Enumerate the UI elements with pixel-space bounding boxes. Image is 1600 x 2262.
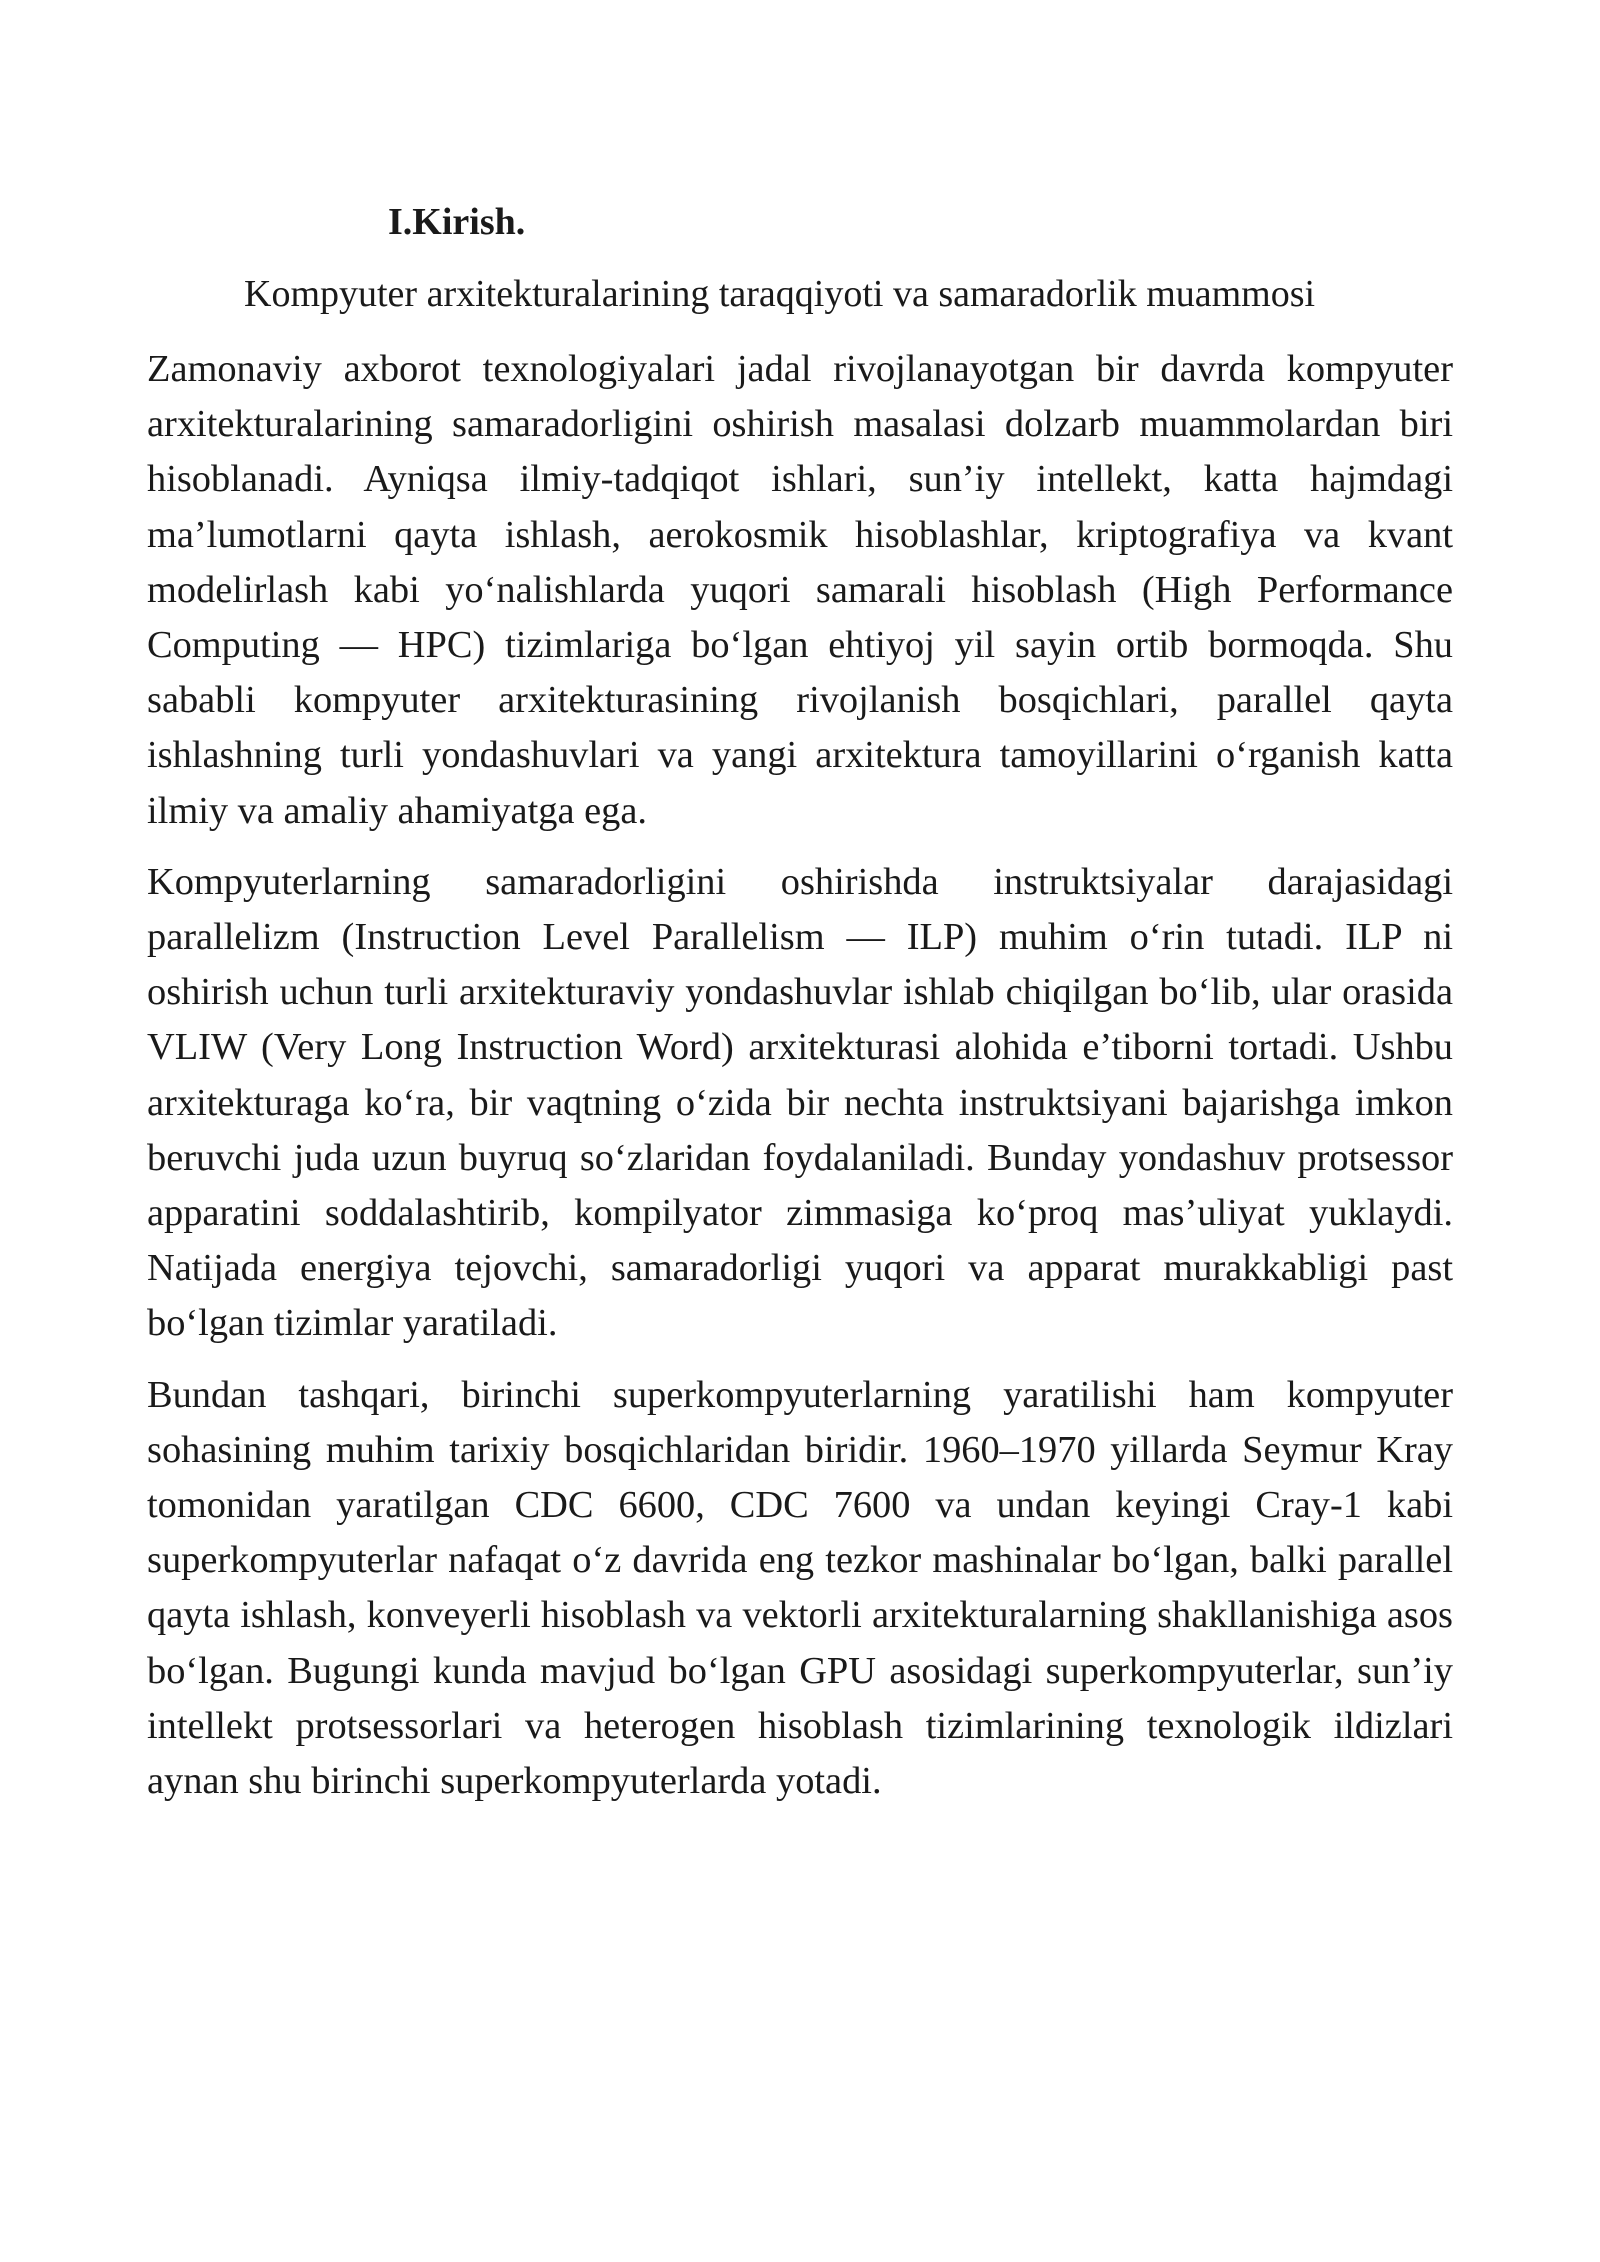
section-heading: I.Kirish. [388, 201, 526, 243]
body-text [147, 342, 1453, 1825]
section-subtitle: Kompyuter arxitekturalarining taraqqiyoti va samaradorlik muammosi [244, 273, 1316, 315]
paragraph-1: Zamonaviy axborot texnologiyalari jadal rivojlanayotgan bir davrda kompyuter arxitekturalarining samaradorligini oshirish masalasi dolzarb muammolardan biri hisoblanadi. Ayniqsa ilmiy-tadqiqot ishlari, sun’iy intellekt, katta hajmdagi ma’lumotlarni qayta ishlash, aerokosmik hisoblashlar, kriptografiya va kvant modelirlash kabi yo‘nalishlarda yuqori samarali hisoblash (High Performance Computing — HPC) tizimlariga bo‘lgan ehtiyoj yil sayin ortib bormoqda. Shu sababli kompyuter arxitekturasining rivojlanish bosqichlari, parallel qayta ishlashning turli yondashuvlari va yangi arxitektura tamoyillarini o‘rganish katta ilmiy va amaliy ahamiyatga ega. [147, 348, 1453, 832]
paragraph-2: Kompyuterlarning samaradorligini oshirishda instruktsiyalar darajasidagi parallelizm (Instruction Level Parallelism — ILP) muhim o‘rin tutadi. ILP ni oshirish uchun turli arxitekturaviy yondashuvlar ishlab chiqilgan bo‘lib, ular orasida VLIW (Very Long Instruction Word) arxitekturasi alohida e’tiborni tortadi. Ushbu arxitekturaga ko‘ra, bir vaqtning o‘zida bir nechta instruktsiyani bajarishga imkon beruvchi juda uzun buyruq so‘zlaridan foydalaniladi. Bunday yondashuv protsessor apparatini soddalashtirib, kompilyator zimmasiga ko‘proq mas’uliyat yuklaydi. Natijada energiya tejovchi, samaradorligi yuqori va apparat murakkabligi past bo‘lgan tizimlar yaratiladi. [147, 860, 1453, 1345]
paragraph-3: Bundan tashqari, birinchi superkompyuterlarning yaratilishi ham kompyuter sohasining muhim tarixiy bosqichlaridan biridir. 1960–1970 yillarda Seymur Kray tomonidan yaratilgan CDC 6600, CDC 7600 va undan keyingi Cray-1 kabi superkompyuterlar nafaqat o‘z davrida eng tezkor mashinalar bo‘lgan, balki parallel qayta ishlash, konveyerli hisoblash va vektorli arxitekturalarning shakllanishiga asos bo‘lgan. Bugungi kunda mavjud bo‘lgan GPU asosidagi superkompyuterlar, sun’iy intellekt protsessorlari va heterogen hisoblash tizimlarining texnologik ildizlari aynan shu birinchi superkompyuterlarda yotadi. [147, 1373, 1453, 1803]
